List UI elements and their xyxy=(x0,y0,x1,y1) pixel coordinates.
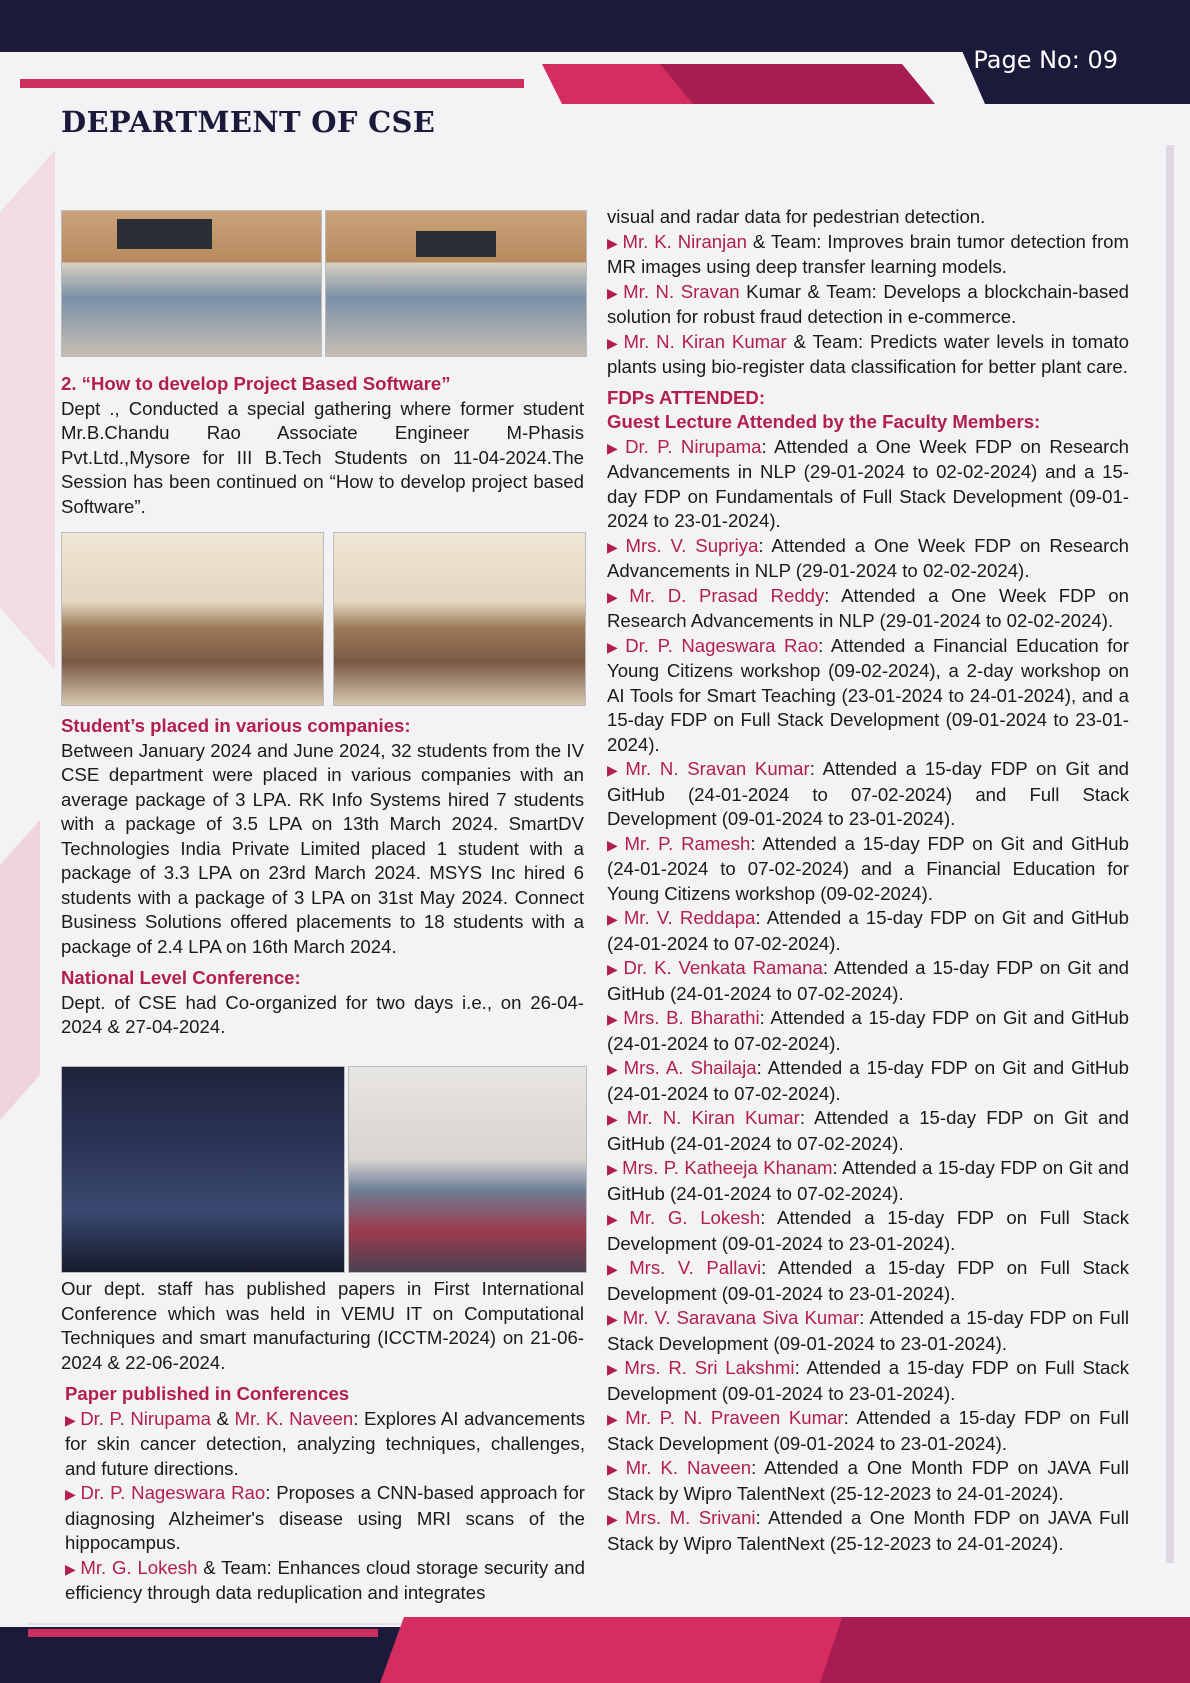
bullet-arrow-icon: ▶ xyxy=(607,1361,621,1377)
bullet-arrow-icon: ▶ xyxy=(607,1261,626,1277)
bullet-arrow-icon: ▶ xyxy=(607,762,622,778)
faculty-name: Mrs. A. Shailaja xyxy=(623,1057,757,1078)
faculty-name: Mr. N. Kiran Kumar xyxy=(623,330,787,352)
papers-heading: Paper published in Conferences xyxy=(65,1383,350,1404)
faculty-name: Mrs. M. Srivani xyxy=(625,1507,756,1528)
fdp-item xyxy=(607,1106,1129,1156)
header-accent-line xyxy=(20,79,524,88)
side-rule xyxy=(1166,145,1174,1563)
bullet-arrow-icon: ▶ xyxy=(607,334,620,351)
paper-item xyxy=(65,1556,585,1606)
paper-description: : Proposes a CNN-based approach for diagnosing Alzheimer's disease using MRI scans of the hippocampus. xyxy=(65,1482,585,1553)
footer-accent-line xyxy=(28,1629,378,1637)
fdp-description: : Attended a 15-day FDP on Git and GitHub (24-01-2024 to 07-02-2024) and a Financial Education for Young Citizens workshop (09-02-2024). xyxy=(607,832,1129,904)
bullet-arrow-icon: ▶ xyxy=(65,1411,77,1428)
placement-heading: Student’s placed in various companies: xyxy=(61,715,411,736)
guest-lecture-heading: Guest Lecture Attended by the Faculty Members: xyxy=(607,411,1041,432)
bullet-arrow-icon: ▶ xyxy=(607,588,626,605)
conference-photo xyxy=(348,1066,587,1273)
fdp-item xyxy=(607,1256,1129,1306)
fdp-item xyxy=(607,534,1129,584)
conference-photo xyxy=(61,1066,345,1273)
left-column-top xyxy=(61,372,584,519)
continued-text: visual and radar data for pedestrian detection. xyxy=(607,206,986,227)
fdp-item xyxy=(607,1406,1129,1456)
paper-item xyxy=(65,1481,585,1556)
paper-description: & Team: Predicts water levels in tomato plants using bio-register data classification for better plant care. xyxy=(607,330,1129,377)
fdp-item xyxy=(607,634,1129,758)
fdp-heading: FDPs ATTENDED: xyxy=(607,386,766,408)
header-stripe xyxy=(660,64,935,104)
side-decoration xyxy=(0,820,40,1120)
bullet-arrow-icon: ▶ xyxy=(607,1511,622,1527)
faculty-name: Dr. P. Nirupama xyxy=(80,1407,211,1429)
icctm-text: Our dept. staff has published papers in First International Conference which was held in VEMU IT on Computational Techniques and smart manufacturing (ICCTM-2024) on 21-06-2024 & 22-06-2024. xyxy=(61,1278,584,1373)
fdp-description: : Attended a 15-day FDP on Git and GitHub (24-01-2024 to 07-02-2024). xyxy=(607,957,1129,1004)
name-joiner: & xyxy=(210,1407,235,1429)
event-description: Dept ., Conducted a special gathering where former student Mr.B.Chandu Rao Associate Engineer M-Phasis Pvt.Ltd.,Mysore for III B.Tech Students on 11-04-2024.The Session has been continued on “How to develop project based Software”. xyxy=(61,397,584,517)
bullet-arrow-icon: ▶ xyxy=(607,836,621,853)
fdp-item xyxy=(607,1356,1129,1406)
left-column-middle xyxy=(61,714,584,1040)
fdp-description: : Attended a 15-day FDP on Full Stack Development (09-01-2024 to 23-01-2024). xyxy=(607,1207,1129,1254)
fdp-item xyxy=(607,832,1129,907)
bullet-arrow-icon: ▶ xyxy=(607,638,622,655)
fdp-item xyxy=(607,584,1129,634)
faculty-name: Mrs. V. Pallavi xyxy=(629,1257,762,1278)
side-decoration xyxy=(0,150,55,670)
placement-text: Between January 2024 and June 2024, 32 students from the IV CSE department were placed in various companies with an average package of 3 LPA. RK Info Systems hired 7 students with a package of 3.5 LPA on 13th March 2024. SmartDV Technologies India Private Limited placed 1 student with a package of 3.3 LPA on 23rd March 2024. MSYS Inc hired 6 students with a package of 3 LPA on 31st May 2024. Connect Business Solutions offered placements to 18 students with a package of 2.4 LPA on 16th March 2024. xyxy=(61,739,584,957)
fdp-item xyxy=(607,1456,1129,1506)
event-photo xyxy=(61,532,324,706)
faculty-name: Mr. N. Kiran Kumar xyxy=(626,1107,800,1128)
fdp-description: : Attended a 15-day FDP on Full Stack Development (09-01-2024 to 23-01-2024). xyxy=(607,1257,1129,1304)
fdp-item xyxy=(607,1206,1129,1256)
fdp-description: : Attended a One Week FDP on Research Advancements in NLP (29-01-2024 to 02-02-2024) and a 15-day FDP on Fundamentals of Full Stack Development (09-01-2024 to 23-01-2024). xyxy=(607,435,1129,531)
fdp-item xyxy=(607,956,1129,1006)
bullet-arrow-icon: ▶ xyxy=(65,1560,77,1577)
bullet-arrow-icon: ▶ xyxy=(607,1211,626,1227)
fdp-description: : Attended a 15-day FDP on Git and GitHub (24-01-2024 to 07-02-2024). xyxy=(607,1057,1129,1104)
faculty-name: Mr. K. Naveen xyxy=(234,1407,354,1429)
paper-item xyxy=(607,230,1129,280)
faculty-name: Mr. V. Saravana Siva Kumar xyxy=(622,1307,860,1328)
faculty-name: Mr. P. N. Praveen Kumar xyxy=(625,1407,844,1428)
bullet-arrow-icon: ▶ xyxy=(607,284,620,301)
event-photo xyxy=(333,532,586,706)
faculty-name: Dr. P. Nirupama xyxy=(625,435,762,457)
bullet-arrow-icon: ▶ xyxy=(607,234,619,251)
fdp-description: : Attended a 15-day FDP on Git and GitHub (24-01-2024 to 07-02-2024). xyxy=(607,1157,1129,1204)
faculty-name: Dr. K. Venkata Ramana xyxy=(623,957,823,978)
page-number: Page No: 09 xyxy=(973,46,1118,74)
fdp-description: : Attended a 15-day FDP on Full Stack Development (09-01-2024 to 23-01-2024). xyxy=(607,1407,1129,1454)
bullet-arrow-icon: ▶ xyxy=(607,1111,623,1127)
fdp-description: : Attended a 15-day FDP on Git and GitHub (24-01-2024 to 07-02-2024). xyxy=(607,907,1129,954)
page-title: DEPARTMENT OF CSE xyxy=(61,105,436,139)
bullet-arrow-icon: ▶ xyxy=(607,911,620,927)
faculty-name: Mrs. R. Sri Lakshmi xyxy=(624,1357,795,1378)
faculty-name: Mrs. V. Supriya xyxy=(625,534,759,556)
faculty-name: Mr. G. Lokesh xyxy=(629,1207,761,1228)
fdp-description: : Attended a 15-day FDP on Git and GitHub (24-01-2024 to 07-02-2024) and Full Stack Development (09-01-2024 to 23-01-2024). xyxy=(607,758,1130,829)
event-photo xyxy=(61,210,322,357)
paper-description: : Explores AI advancements for skin cancer detection, analyzing techniques, challenges, and future directions. xyxy=(65,1407,585,1479)
fdp-item xyxy=(607,757,1129,832)
paper-item xyxy=(607,330,1129,380)
fdp-item xyxy=(607,1056,1129,1106)
bullet-arrow-icon: ▶ xyxy=(607,439,622,456)
fdp-description: : Attended a One Week FDP on Research Advancements in NLP (29-01-2024 to 02-02-2024). xyxy=(607,534,1129,581)
fdp-description: : Attended a 15-day FDP on Full Stack Development (09-01-2024 to 23-01-2024). xyxy=(607,1307,1129,1354)
faculty-name: Mr. P. Ramesh xyxy=(624,832,751,854)
papers-list xyxy=(607,230,1129,380)
bullet-arrow-icon: ▶ xyxy=(607,1461,622,1477)
right-column xyxy=(607,205,1129,1556)
fdp-description: : Attended a 15-day FDP on Full Stack Development (09-01-2024 to 23-01-2024). xyxy=(607,1357,1129,1404)
bullet-arrow-icon: ▶ xyxy=(607,1011,620,1027)
paper-item xyxy=(65,1407,585,1482)
papers-list xyxy=(65,1407,585,1606)
faculty-name: Mr. G. Lokesh xyxy=(80,1556,198,1578)
event-heading: 2. “How to develop Project Based Software” xyxy=(61,373,451,394)
faculty-name: Mr. N. Sravan xyxy=(623,280,740,302)
faculty-name: Mr. D. Prasad Reddy xyxy=(629,584,825,606)
faculty-name: Mrs. P. Katheeja Khanam xyxy=(622,1157,833,1178)
paper-description: Kumar & Team: Develops a blockchain-based solution for robust fraud detection in e-commerce. xyxy=(607,280,1129,327)
fdp-description: : Attended a One Month FDP on JAVA Full Stack by Wipro TalentNext (25-12-2023 to 24-01-2024). xyxy=(607,1507,1129,1554)
bullet-arrow-icon: ▶ xyxy=(607,1411,622,1427)
fdp-item xyxy=(607,1506,1129,1556)
faculty-name: Mr. K. Naveen xyxy=(625,1457,752,1478)
bullet-arrow-icon: ▶ xyxy=(607,1061,620,1077)
fdp-item xyxy=(607,1306,1129,1356)
fdp-description: : Attended a 15-day FDP on Git and GitHub (24-01-2024 to 07-02-2024). xyxy=(607,1007,1129,1054)
faculty-name: Mr. N. Sravan Kumar xyxy=(625,758,810,779)
bullet-arrow-icon: ▶ xyxy=(65,1486,77,1502)
bullet-arrow-icon: ▶ xyxy=(607,1311,619,1327)
faculty-name: Mrs. B. Bharathi xyxy=(623,1007,760,1028)
left-column-bottom xyxy=(61,1277,584,1375)
fdp-item xyxy=(607,435,1129,534)
bullet-arrow-icon: ▶ xyxy=(607,961,620,977)
fdp-description: : Attended a 15-day FDP on Git and GitHub (24-01-2024 to 07-02-2024). xyxy=(607,1107,1129,1154)
fdp-list xyxy=(607,435,1129,1557)
paper-description: & Team: Enhances cloud storage security and efficiency through data reduplication and integrates xyxy=(65,1556,585,1603)
fdp-item xyxy=(607,1006,1129,1056)
paper-item xyxy=(607,280,1129,330)
fdp-description: : Attended a One Week FDP on Research Advancements in NLP (29-01-2024 to 02-02-2024). xyxy=(607,584,1129,631)
fdp-description: : Attended a One Month FDP on JAVA Full Stack by Wipro TalentNext (25-12-2023 to 24-01-2024). xyxy=(607,1457,1129,1504)
bullet-arrow-icon: ▶ xyxy=(607,538,622,555)
bullet-arrow-icon: ▶ xyxy=(607,1161,619,1177)
paper-description: & Team: Improves brain tumor detection from MR images using deep transfer learning models. xyxy=(607,230,1129,277)
conference-heading: National Level Conference: xyxy=(61,967,301,988)
fdp-item xyxy=(607,906,1129,956)
footer-stripe xyxy=(820,1617,1190,1683)
faculty-name: Dr. P. Nageswara Rao xyxy=(625,634,819,656)
faculty-name: Mr. V. Reddapa xyxy=(623,907,756,928)
faculty-name: Dr. P. Nageswara Rao xyxy=(80,1482,266,1503)
fdp-item xyxy=(607,1156,1129,1206)
conference-text: Dept. of CSE had Co-organized for two days i.e., on 26-04-2024 & 27-04-2024. xyxy=(61,991,584,1037)
event-photo xyxy=(325,210,587,357)
fdp-description: : Attended a Financial Education for Young Citizens workshop (09-02-2024), a 2-day workshop on AI Tools for Smart Teaching (23-01-2024 to 24-01-2024), and a 15-day FDP on Full Stack Development (09-01-2024 to 23-01-2024). xyxy=(607,634,1129,755)
papers-section xyxy=(65,1382,585,1606)
faculty-name: Mr. K. Niranjan xyxy=(622,230,747,252)
